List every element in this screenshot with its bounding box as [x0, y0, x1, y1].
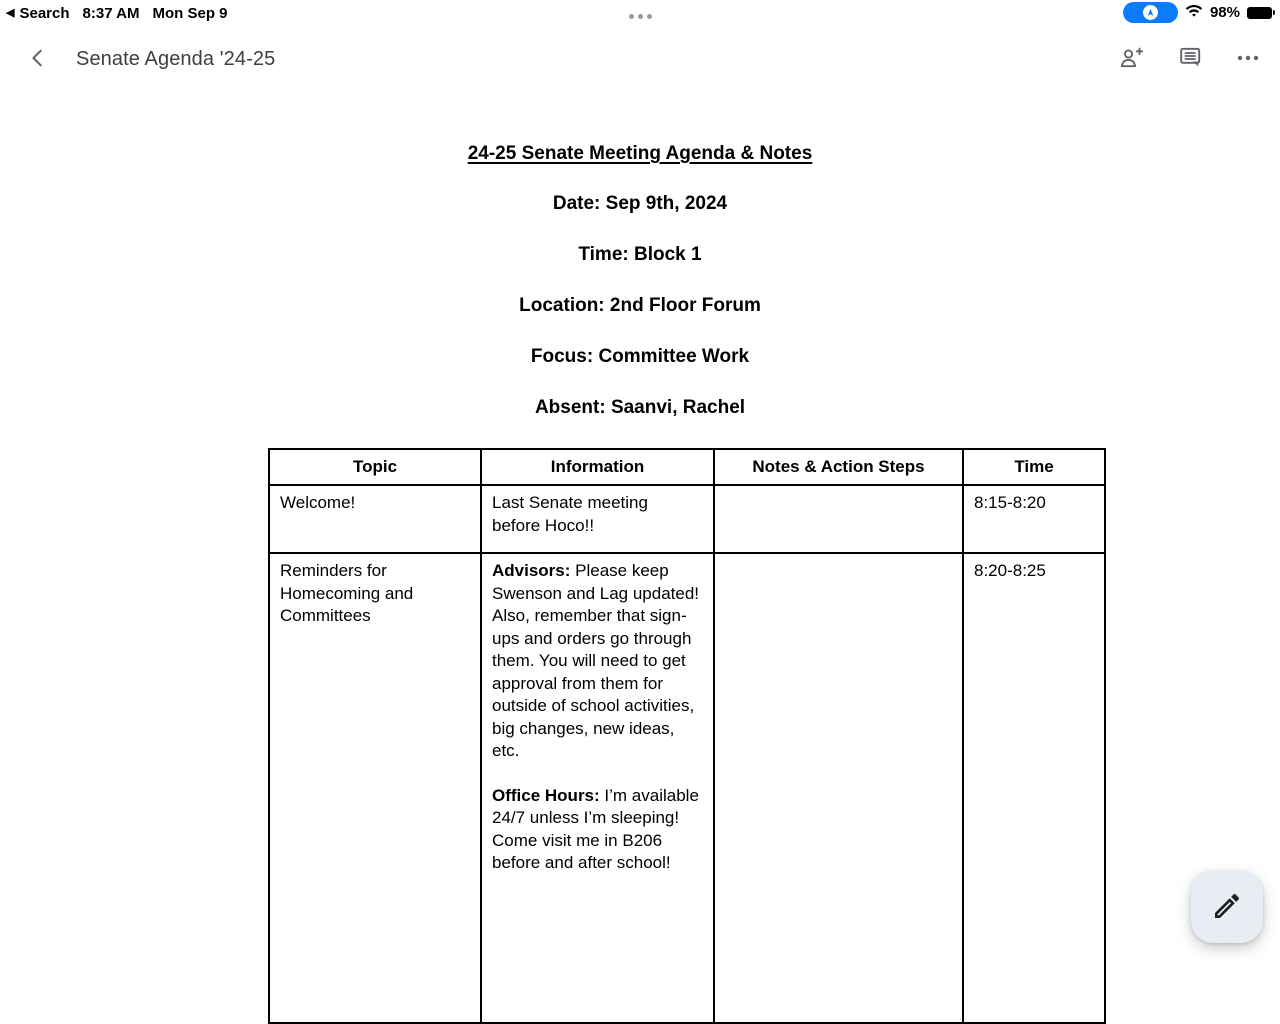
cell-notes [714, 553, 963, 1023]
cell-time: 8:15-8:20 [963, 485, 1105, 553]
edit-document-button[interactable] [1191, 871, 1263, 943]
doc-meta-focus: Focus: Committee Work [530, 346, 750, 367]
status-time: 8:37 AM [82, 4, 140, 22]
share-add-person-button[interactable] [1118, 46, 1145, 73]
cell-information: Last Senate meeting before Hoco!! [481, 485, 714, 553]
header-time: Time [963, 449, 1105, 485]
doc-meta-location: Location: 2nd Floor Forum [519, 295, 761, 316]
chevron-left-icon [27, 47, 49, 72]
cell-information: Advisors: Please keep Swenson and Lag updated! Also, remember that sign-ups and orders go through them. You will need to get approval from them for outside of school activities, big changes, new ideas, etc. Office Hours: I’m available 24/7 unless I’m sleeping! Come visit me in B206 before and after school! [481, 553, 714, 1023]
doc-heading: 24-25 Senate Meeting Agenda & Notes [467, 143, 813, 164]
header-topic: Topic [269, 449, 481, 485]
agenda-table-container [268, 448, 1106, 1024]
cell-topic: Reminders for Homecoming and Committees [269, 553, 481, 1023]
app-bar [0, 34, 1280, 84]
table-row [269, 553, 1105, 1023]
header-information: Information [481, 449, 714, 485]
wifi-icon [1185, 3, 1203, 22]
table-header-row [269, 449, 1105, 485]
back-button[interactable] [24, 45, 52, 73]
more-options-button[interactable] [1236, 46, 1260, 73]
status-bar [0, 0, 1280, 26]
cell-notes [714, 485, 963, 553]
doc-meta-time: Time: Block 1 [578, 244, 702, 265]
comments-button[interactable] [1178, 45, 1203, 73]
handle-dot [647, 14, 652, 19]
doc-meta-date: Date: Sep 9th, 2024 [552, 193, 728, 214]
table-row [269, 485, 1105, 553]
comment-icon [1178, 45, 1203, 73]
pencil-edit-icon [1211, 890, 1243, 925]
handle-dot [629, 14, 634, 19]
status-date: Mon Sep 9 [152, 4, 228, 22]
document-title-bar: Senate Agenda '24-25 [76, 47, 276, 70]
header-notes: Notes & Action Steps [714, 449, 963, 485]
agenda-table [268, 448, 1106, 1024]
location-indicator-pill[interactable] [1123, 2, 1178, 23]
cell-time: 8:20-8:25 [963, 553, 1105, 1023]
handle-dot [638, 14, 643, 19]
more-horizontal-icon [1236, 46, 1260, 73]
back-triangle-icon: ◀ [6, 6, 15, 19]
navigation-arrow-icon [1143, 5, 1158, 20]
doc-meta-absent: Absent: Saanvi, Rachel [534, 397, 746, 418]
back-to-app-label: Search [19, 4, 70, 22]
cell-topic: Welcome! [269, 485, 481, 553]
multitasking-handle[interactable] [0, 8, 1280, 26]
person-add-icon [1118, 46, 1145, 73]
document-page [0, 84, 1280, 872]
battery-icon [1247, 7, 1272, 19]
battery-percent: 98% [1209, 4, 1240, 21]
